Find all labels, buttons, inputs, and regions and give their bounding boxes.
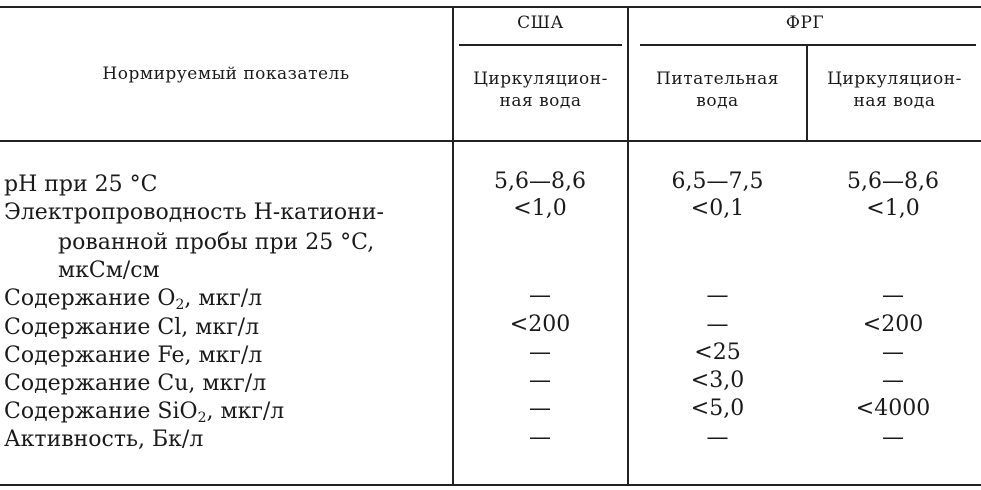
value-ph-usa: 5,6—8,6 [494, 169, 586, 194]
value-iron-frg-circ: — [882, 340, 904, 365]
country-rule-frg [640, 44, 976, 46]
value-activity-usa: — [529, 425, 551, 450]
value-silica-usa: — [529, 396, 551, 421]
value-chloride-usa: <200 [509, 312, 571, 337]
indicator-header: Нормируемый показатель [102, 64, 350, 84]
value-silica-frg-feed: <5,0 [690, 396, 745, 421]
col-frg-circulating-line2: ная вода [853, 91, 936, 111]
col-usa-circulating-line2: ная вода [499, 91, 582, 111]
value-iron-frg-feed: <25 [694, 340, 741, 365]
col-frg-feed-line2: вода [696, 91, 739, 111]
row-label-chloride: Содержание Cl, мкг/л [4, 315, 260, 340]
value-chloride-frg-feed: — [706, 312, 729, 337]
value-oxygen-usa: — [529, 283, 551, 308]
value-oxygen-frg-feed: — [706, 283, 729, 308]
value-conductivity-frg-circ: <1,0 [866, 196, 920, 221]
row-label-activity: Активность, Бк/л [4, 427, 204, 452]
top-rule [0, 6, 981, 8]
country-frg: ФРГ [785, 13, 825, 33]
row-label-ph: pH при 25 °C [4, 172, 158, 197]
country-usa: США [517, 13, 564, 33]
value-activity-frg-circ: — [882, 425, 904, 450]
value-silica-frg-circ: <4000 [855, 396, 931, 421]
value-copper-usa: — [529, 368, 551, 393]
value-ph-frg-circ: 5,6—8,6 [847, 169, 939, 194]
row-label-conductivity-line3: мкСм/см [58, 258, 160, 283]
value-copper-frg-feed: <3,0 [690, 368, 745, 393]
value-iron-usa: — [529, 340, 551, 365]
value-oxygen-frg-circ: — [882, 283, 904, 308]
row-label-copper: Содержание Cu, мкг/л [4, 371, 267, 396]
value-chloride-frg-circ: <200 [862, 312, 924, 337]
col-frg-circulating-line1: Циркуляцион- [827, 69, 962, 89]
col-usa-circulating-line1: Циркуляцион- [473, 69, 608, 89]
value-conductivity-usa: <1,0 [513, 196, 567, 221]
row-label-iron: Содержание Fe, мкг/л [4, 343, 263, 368]
value-copper-frg-circ: — [882, 368, 904, 393]
value-activity-frg-feed: — [706, 425, 729, 450]
value-ph-frg-feed: 6,5—7,5 [671, 169, 764, 194]
row-label-silica: Содержание SiO$_2$, мкг/л [4, 399, 285, 426]
row-label-conductivity-line1: Электропроводность Н-катиони- [4, 200, 384, 225]
row-label-conductivity-line2: рованной пробы при 25 °C, [58, 230, 375, 255]
header-bottom-rule [0, 140, 981, 142]
country-rule-usa [459, 44, 622, 46]
value-conductivity-frg-feed: <0,1 [690, 196, 745, 221]
bottom-rule [0, 484, 981, 486]
row-label-oxygen: Содержание $O_2$, мкг/л [4, 286, 263, 313]
col-frg-feed-line1: Питательная [656, 69, 779, 89]
